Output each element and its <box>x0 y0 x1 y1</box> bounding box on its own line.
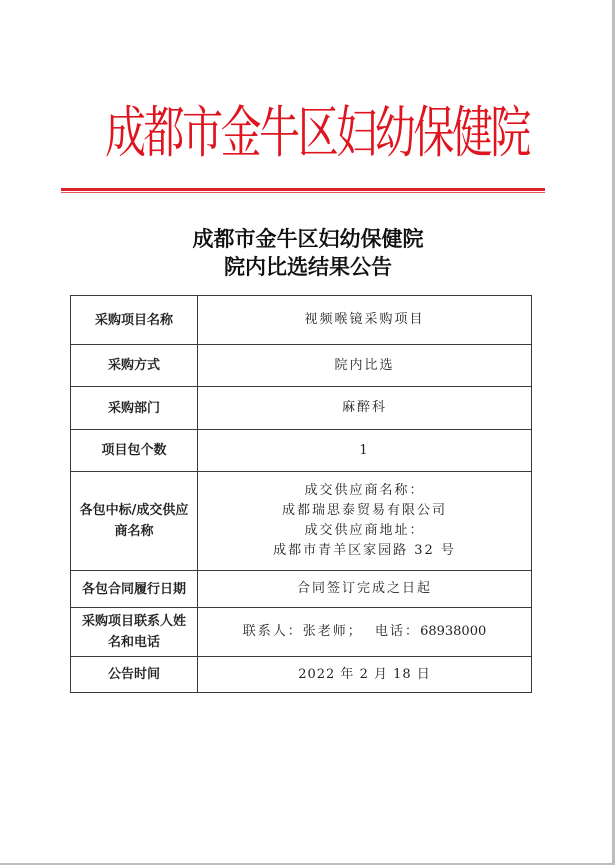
document-title-line1: 成都市金牛区妇幼保健院 <box>192 226 424 251</box>
table-row <box>71 571 532 608</box>
supplier-name: 成都瑞思泰贸易有限公司 <box>281 503 447 518</box>
contact-label: 联系人： <box>242 624 303 639</box>
label-project-name: 采购项目名称 <box>71 296 198 345</box>
label-procurement-method: 采购方式 <box>71 345 198 387</box>
phone-number: 68938000 <box>420 624 487 639</box>
value-project-name: 视频喉镜采购项目 <box>198 296 532 345</box>
label-winning-supplier <box>71 472 198 571</box>
supplier-address-label: 成交供应商地址： <box>304 523 425 538</box>
label-department: 采购部门 <box>71 387 198 430</box>
table-row <box>71 430 532 472</box>
value-announcement-date: 2022 年 2 月 18 日 <box>198 657 532 693</box>
table-row <box>71 296 532 345</box>
document-title-line2: 院内比选结果公告 <box>224 254 392 279</box>
label-package-count: 项目包个数 <box>71 430 198 472</box>
label-line: 商名称 <box>114 524 154 539</box>
table-row <box>71 472 532 571</box>
table-row <box>71 657 532 693</box>
label-contract-date: 各包合同履行日期 <box>71 571 198 608</box>
label-line: 采购项目联系人姓 <box>81 614 186 629</box>
supplier-name-label: 成交供应商名称： <box>304 483 425 498</box>
table-row <box>71 608 532 657</box>
label-line: 名和电话 <box>107 635 160 650</box>
label-announcement-date: 公告时间 <box>71 657 198 693</box>
phone-label: 电话： <box>375 624 421 639</box>
table-row <box>71 387 532 430</box>
label-line: 各包中标/成交供应 <box>79 503 189 518</box>
value-contract-date: 合同签订完成之日起 <box>198 571 532 608</box>
table-row <box>71 345 532 387</box>
letterhead-rule-thin <box>61 192 545 193</box>
letterhead-title: 成都市金牛区妇幼保健院 <box>105 100 529 166</box>
contact-name: 张老师； <box>302 624 363 639</box>
value-package-count: 1 <box>198 430 532 472</box>
value-winning-supplier <box>198 472 532 571</box>
letterhead-rule-thick <box>61 188 545 191</box>
value-procurement-method: 院内比选 <box>198 345 532 387</box>
value-contact <box>198 608 532 657</box>
supplier-address: 成都市青羊区家园路 32 号 <box>273 543 456 558</box>
announcement-table <box>70 295 532 693</box>
label-contact <box>71 608 198 657</box>
value-department: 麻醉科 <box>198 387 532 430</box>
